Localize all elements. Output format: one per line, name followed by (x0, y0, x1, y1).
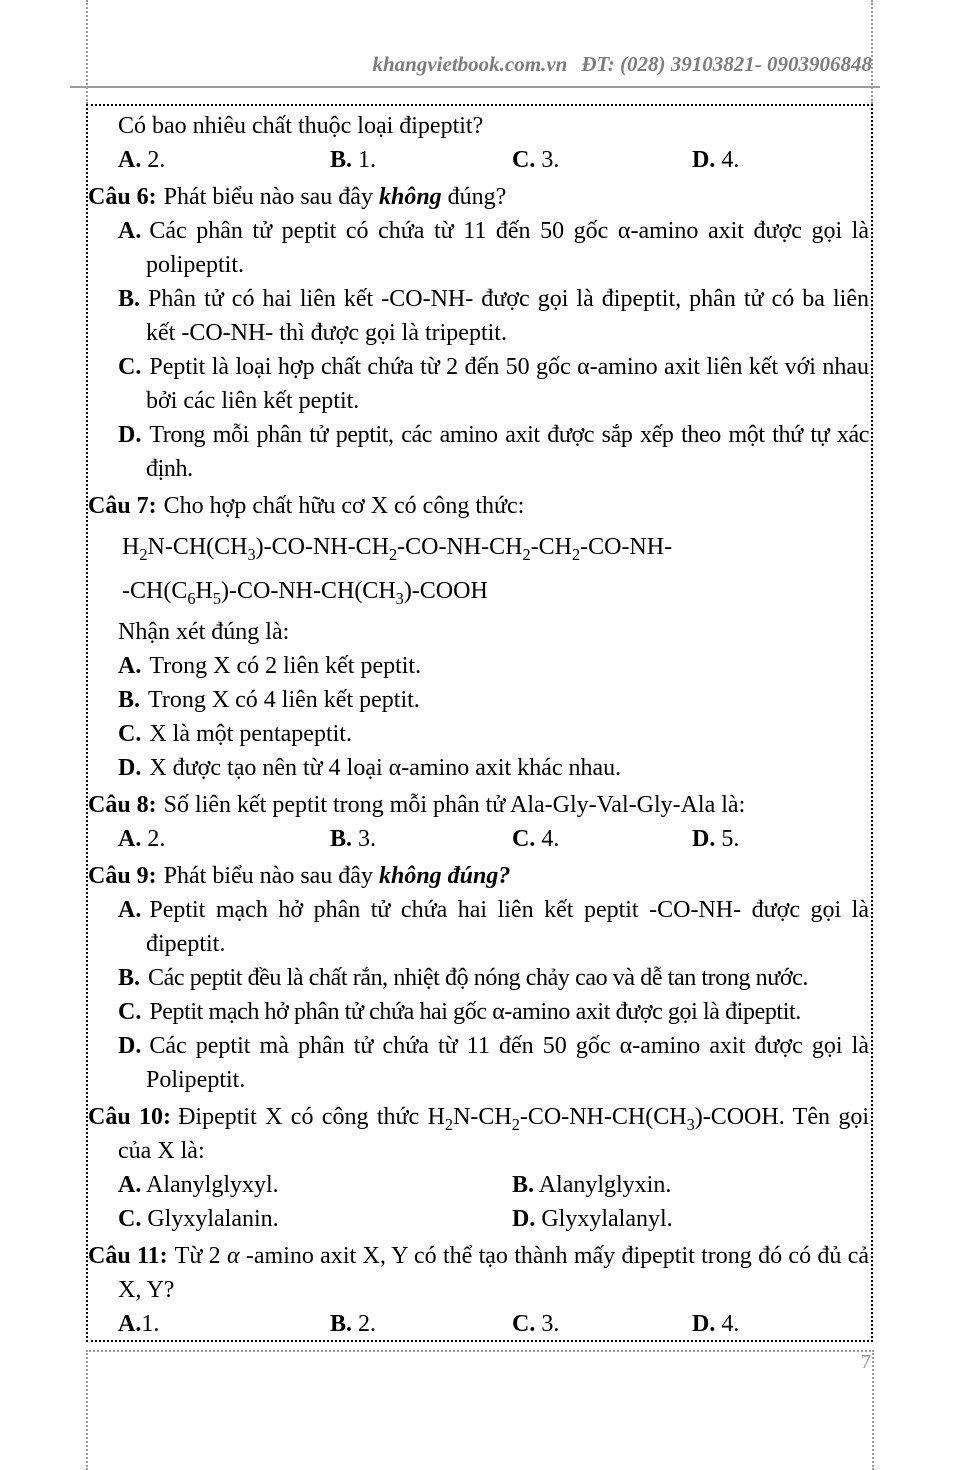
option-block (118, 893, 869, 961)
option-text: Các peptit đều là chất rắn, nhiệt độ nóng chảy cao và dễ tan trong nước. (148, 965, 809, 991)
header-rule (70, 86, 880, 88)
option-text: Các phân tử peptit có chứa từ 11 đến 50 gốc α-amino axit được gọi là polipeptit. (146, 218, 869, 278)
option-cell: B. Alanylglyxin. (512, 1172, 672, 1198)
option-text: X được tạo nên từ 4 loại α-amino axit khác nhau. (149, 755, 622, 781)
option-label: D. (118, 1033, 142, 1059)
question-label: Câu 9: (88, 863, 157, 889)
option-block (118, 1029, 869, 1097)
option-row (118, 822, 869, 856)
option-text: Phân tử có hai liên kết -CO-NH- được gọi là đipeptit, phân tử có ba liên kết -CO-NH- thì được gọi là tripeptit. (146, 286, 869, 346)
question-title (88, 788, 869, 822)
document-page-frame (86, 104, 873, 1342)
question-text: Có bao nhiêu chất thuộc loại đipeptit? (118, 113, 484, 139)
chemical-formula-line: $-CH(C_6H_5)-CO-NH-CH(CH_3)$-COOH (122, 578, 488, 608)
header-phone-text: ĐT: (028) 39103821- 0903906848 (581, 52, 872, 76)
question-label: Câu 7: (88, 493, 157, 519)
question-label: Câu 11: (88, 1243, 168, 1269)
option-block (118, 751, 869, 785)
option-cell: A. 2. (118, 826, 166, 852)
question-title (88, 859, 869, 893)
option-cell: C. 3. (512, 147, 560, 173)
question-label: Câu 10: (88, 1104, 172, 1130)
option-block (118, 214, 869, 282)
option-text: Các peptit mà phân tử chứa từ 11 đến 50 gốc α-amino axit được gọi là Polipeptit. (146, 1033, 869, 1093)
option-text: Peptit mạch hở phân tử chứa hai liên kết peptit -CO-NH- được gọi là đipeptit. (146, 897, 869, 957)
option-row (118, 1307, 869, 1341)
option-cell: D. 5. (692, 826, 740, 852)
option-text: X là một pentapeptit. (149, 721, 352, 747)
option-label: A. (118, 218, 142, 244)
question-9 (88, 859, 869, 1097)
next-page-frame (86, 1350, 874, 1470)
question-11 (88, 1239, 869, 1341)
option-cell: C. 3. (512, 1311, 560, 1337)
page-number: 7 (861, 1351, 871, 1373)
option-block (118, 350, 869, 418)
question-title (88, 1100, 870, 1168)
option-block (118, 961, 869, 995)
option-label: C. (118, 721, 142, 747)
question-intro (118, 109, 869, 177)
question-10 (88, 1100, 870, 1236)
option-label: D. (118, 422, 142, 448)
question-text: Cho hợp chất hữu cơ X có công thức: (163, 493, 525, 519)
option-row (118, 143, 869, 177)
option-cell: D. 4. (692, 1311, 740, 1337)
question-text: Phát biểu nào sau đây không đúng? (163, 863, 511, 889)
option-cell: D. Glyxylalanyl. (512, 1206, 673, 1232)
question-title (88, 489, 869, 523)
option-label: B. (118, 286, 141, 312)
question-note: Nhận xét đúng là: (118, 619, 290, 645)
option-cell: A. Alanylglyxyl. (118, 1172, 279, 1198)
option-cell: D. 4. (692, 147, 740, 173)
question-text: Số liên kết peptit trong mỗi phân tử Ala-Gly-Val-Gly-Ala là: (163, 792, 746, 818)
option-cell: A. 2. (118, 147, 166, 173)
question-label: Câu 6: (88, 184, 157, 210)
option-label: D. (118, 755, 142, 781)
option-text: Peptit là loại hợp chất chứa từ 2 đến 50 gốc α-amino axit liên kết với nhau bởi các liên kết peptit. (146, 354, 869, 414)
option-block (118, 683, 869, 717)
option-cell: A.1. (118, 1311, 160, 1337)
option-row (118, 1202, 869, 1236)
question-8 (88, 788, 869, 856)
option-row (118, 1168, 869, 1202)
question-title (88, 180, 869, 214)
option-block (118, 995, 869, 1029)
option-text: Trong X có 4 liên kết peptit. (148, 687, 420, 713)
option-block (118, 418, 869, 486)
question-7 (88, 489, 869, 785)
question-text: Từ 2 α -amino axit X, Y có thể tạo thành mấy đipeptit trong đó có đủ cả X, Y? (118, 1243, 869, 1303)
page-header (0, 52, 872, 77)
option-block (118, 717, 869, 751)
option-cell: C. Glyxylalanin. (118, 1206, 279, 1232)
option-cell: B. 2. (330, 1311, 377, 1337)
option-label: B. (118, 687, 141, 713)
option-cell: B. 1. (330, 147, 377, 173)
question-title (88, 1239, 869, 1307)
question-label: Câu 8: (88, 792, 157, 818)
header-site-text: khangvietbook.com.vn (372, 52, 568, 76)
option-label: A. (118, 653, 142, 679)
chemical-formula-line: $H_2N-CH(CH_3)-CO-NH-CH_2-CO-NH-CH_2-CH_2-CO-NH-$ (122, 534, 673, 564)
option-cell: C. 4. (512, 826, 560, 852)
option-label: B. (118, 965, 141, 991)
option-label: A. (118, 897, 142, 923)
question-text: Đipeptit X có công thức $H_2N-CH_2-CO-NH-CH(CH_3)$-COOH. Tên gọi của X là: (118, 1104, 870, 1164)
question-6 (88, 180, 869, 486)
option-block (118, 282, 869, 350)
question-text: Phát biểu nào sau đây không đúng? (163, 184, 507, 210)
option-text: Trong X có 2 liên kết peptit. (149, 653, 422, 679)
option-label: C. (118, 999, 142, 1025)
option-block (118, 649, 869, 683)
option-cell: B. 3. (330, 826, 377, 852)
option-text: Peptit mạch hở phân tử chứa hai gốc α-amino axit được gọi là đipeptit. (149, 999, 801, 1025)
option-label: C. (118, 354, 142, 380)
option-text: Trong mỗi phân tử peptit, các amino axit được sắp xếp theo một thứ tự xác định. (146, 422, 869, 482)
